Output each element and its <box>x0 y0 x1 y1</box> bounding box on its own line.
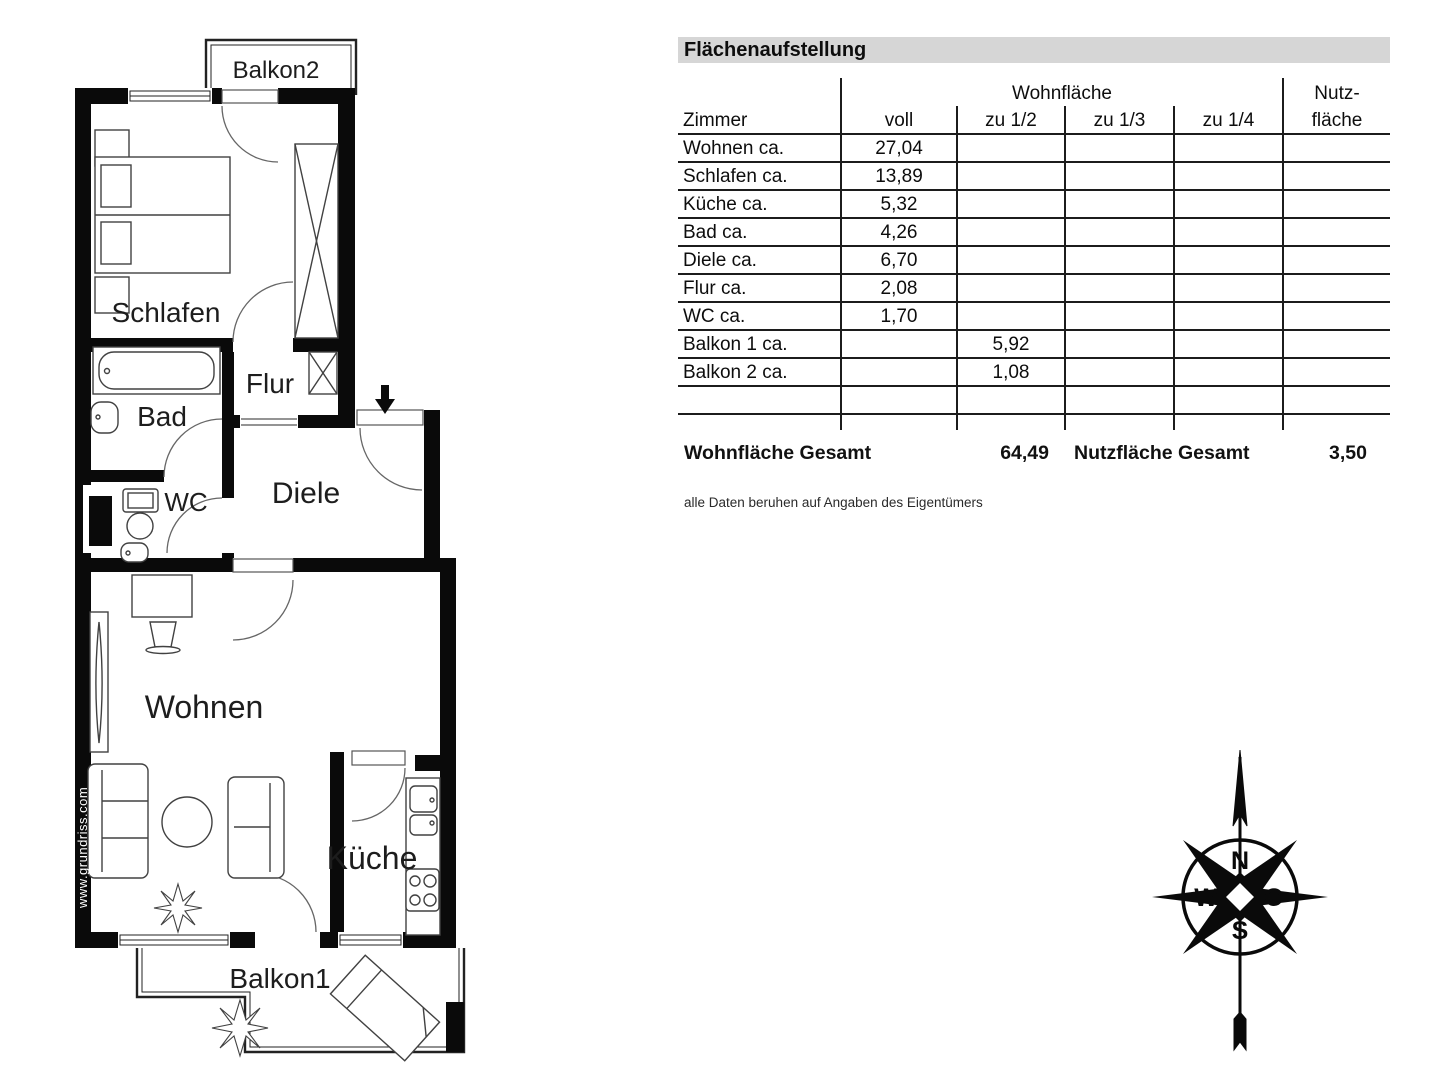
balcony1-wall-block <box>446 1002 464 1052</box>
header-nutzflaeche-line1: Nutz- <box>1314 83 1360 104</box>
cell-zu12 <box>957 162 1065 190</box>
cell-zu14 <box>1174 162 1283 190</box>
header-zu14: zu 1/4 <box>1174 106 1283 134</box>
room-label-balkon1: Balkon1 <box>229 963 331 994</box>
watermark: www.grundriss.com <box>75 786 90 908</box>
cell-zu14 <box>1174 330 1283 358</box>
totals-row <box>684 442 1390 466</box>
cell-zu12 <box>957 302 1065 330</box>
header-voll: voll <box>841 106 957 134</box>
room-label-wohnen: Wohnen <box>144 689 264 725</box>
cell-zu14 <box>1174 274 1283 302</box>
cell-zu13 <box>1065 134 1174 162</box>
balcony-plant-icon <box>212 1000 268 1056</box>
cell-zu14 <box>1174 302 1283 330</box>
bathtub-icon <box>93 347 220 394</box>
wc-sink-icon <box>121 543 148 562</box>
compass-rose <box>1140 742 1340 1062</box>
cell-nutz <box>1283 246 1390 274</box>
cell-zimmer: WC ca. <box>678 302 841 330</box>
cell-voll <box>841 386 957 414</box>
cell-voll: 6,70 <box>841 246 957 274</box>
desk-icon <box>132 575 192 617</box>
cell-nutz <box>1283 274 1390 302</box>
cell-zu13 <box>1065 162 1174 190</box>
cell-zu13 <box>1065 246 1174 274</box>
cell-zu12 <box>957 190 1065 218</box>
header-nutzflaeche-line2: fläche <box>1283 106 1390 134</box>
cell-zimmer: Küche ca. <box>678 190 841 218</box>
cell-voll: 27,04 <box>841 134 957 162</box>
lounger-icon <box>330 955 439 1061</box>
cell-zu12 <box>957 134 1065 162</box>
disclaimer-text: alle Daten beruhen auf Angaben des Eigentümers <box>684 495 983 510</box>
cell-voll: 1,70 <box>841 302 957 330</box>
cell-voll: 5,32 <box>841 190 957 218</box>
floor-plan <box>0 0 520 1080</box>
cell-zu12 <box>957 274 1065 302</box>
cell-zu12: 5,92 <box>957 330 1065 358</box>
cell-zimmer: Schlafen ca. <box>678 162 841 190</box>
total-wohnflaeche-value: 64,49 <box>1000 442 1049 464</box>
room-label-wc: WC <box>164 487 208 517</box>
cell-zu14 <box>1174 246 1283 274</box>
table-row <box>678 274 1390 302</box>
hall-cabinet-icon <box>309 352 337 394</box>
room-label-bad: Bad <box>137 401 187 432</box>
compass-west-label: W <box>1194 884 1218 912</box>
cell-zu13 <box>1065 190 1174 218</box>
table-header-row-1 <box>678 78 1390 106</box>
table-row <box>678 330 1390 358</box>
cell-nutz <box>1283 218 1390 246</box>
header-zimmer: Zimmer <box>678 106 841 134</box>
room-label-kueche: Küche <box>326 840 418 876</box>
cell-nutz <box>1283 190 1390 218</box>
cell-voll: 2,08 <box>841 274 957 302</box>
coffee-table-icon <box>162 797 212 847</box>
table-stub-row <box>678 414 1390 430</box>
sofa-left-icon <box>88 764 148 878</box>
wardrobe-icon <box>295 144 338 338</box>
cell-nutz <box>1283 162 1390 190</box>
room-label-diele: Diele <box>271 477 341 510</box>
cell-zu14 <box>1174 134 1283 162</box>
cell-nutz <box>1283 386 1390 414</box>
compass-south-label: S <box>1231 917 1249 945</box>
area-table <box>678 78 1390 430</box>
cell-nutz <box>1283 330 1390 358</box>
cell-zu13 <box>1065 330 1174 358</box>
table-row <box>678 134 1390 162</box>
cell-zu14 <box>1174 386 1283 414</box>
table-header-row-2 <box>678 106 1390 134</box>
room-label-flur: Flur <box>245 368 295 399</box>
cell-zimmer: Wohnen ca. <box>678 134 841 162</box>
cell-zimmer: Balkon 2 ca. <box>678 358 841 386</box>
header-zu12: zu 1/2 <box>957 106 1065 134</box>
cell-zu13 <box>1065 358 1174 386</box>
shaft-icon <box>89 496 112 546</box>
table-row <box>678 246 1390 274</box>
cell-zu12: 1,08 <box>957 358 1065 386</box>
cell-zu13 <box>1065 386 1174 414</box>
cell-zu13 <box>1065 302 1174 330</box>
cell-voll <box>841 330 957 358</box>
cell-zimmer: Diele ca. <box>678 246 841 274</box>
table-row <box>678 358 1390 386</box>
cell-zu14 <box>1174 218 1283 246</box>
cell-zimmer: Bad ca. <box>678 218 841 246</box>
table-row <box>678 162 1390 190</box>
header-wohnflaeche: Wohnfläche <box>841 78 1283 106</box>
cell-zimmer <box>678 386 841 414</box>
cell-voll: 4,26 <box>841 218 957 246</box>
cell-zu14 <box>1174 358 1283 386</box>
cell-zu13 <box>1065 218 1174 246</box>
cell-zimmer: Flur ca. <box>678 274 841 302</box>
compass-east-label: O <box>1264 884 1284 912</box>
compass-north-label: N <box>1230 847 1250 875</box>
table-title: Flächenaufstellung <box>678 37 1390 63</box>
cell-nutz <box>1283 302 1390 330</box>
cell-zu12 <box>957 218 1065 246</box>
plant-icon <box>154 884 202 932</box>
total-wohnflaeche-label: Wohnfläche Gesamt <box>684 442 872 464</box>
cell-zu12 <box>957 246 1065 274</box>
chair-icon <box>146 622 180 654</box>
cell-zu14 <box>1174 190 1283 218</box>
room-label-schlafen: Schlafen <box>111 297 221 328</box>
toilet-icon <box>123 489 158 539</box>
cell-zu13 <box>1065 274 1174 302</box>
table-row <box>678 190 1390 218</box>
cell-zimmer: Balkon 1 ca. <box>678 330 841 358</box>
area-table-panel <box>678 37 1390 557</box>
cell-voll: 13,89 <box>841 162 957 190</box>
cell-nutz <box>1283 358 1390 386</box>
table-row <box>678 302 1390 330</box>
sofa-right-icon <box>228 777 284 878</box>
bed-icon <box>95 130 230 313</box>
cell-nutz <box>1283 134 1390 162</box>
shelf-icon <box>90 612 108 752</box>
header-zu13: zu 1/3 <box>1065 106 1174 134</box>
bath-sink-icon <box>91 402 118 433</box>
cell-voll <box>841 358 957 386</box>
table-row <box>678 218 1390 246</box>
cell-zu12 <box>957 386 1065 414</box>
total-nutzflaeche-value: 3,50 <box>1329 442 1367 464</box>
table-row <box>678 386 1390 414</box>
total-nutzflaeche-label: Nutzfläche Gesamt <box>1074 442 1250 464</box>
room-label-balkon2: Balkon2 <box>232 57 320 84</box>
